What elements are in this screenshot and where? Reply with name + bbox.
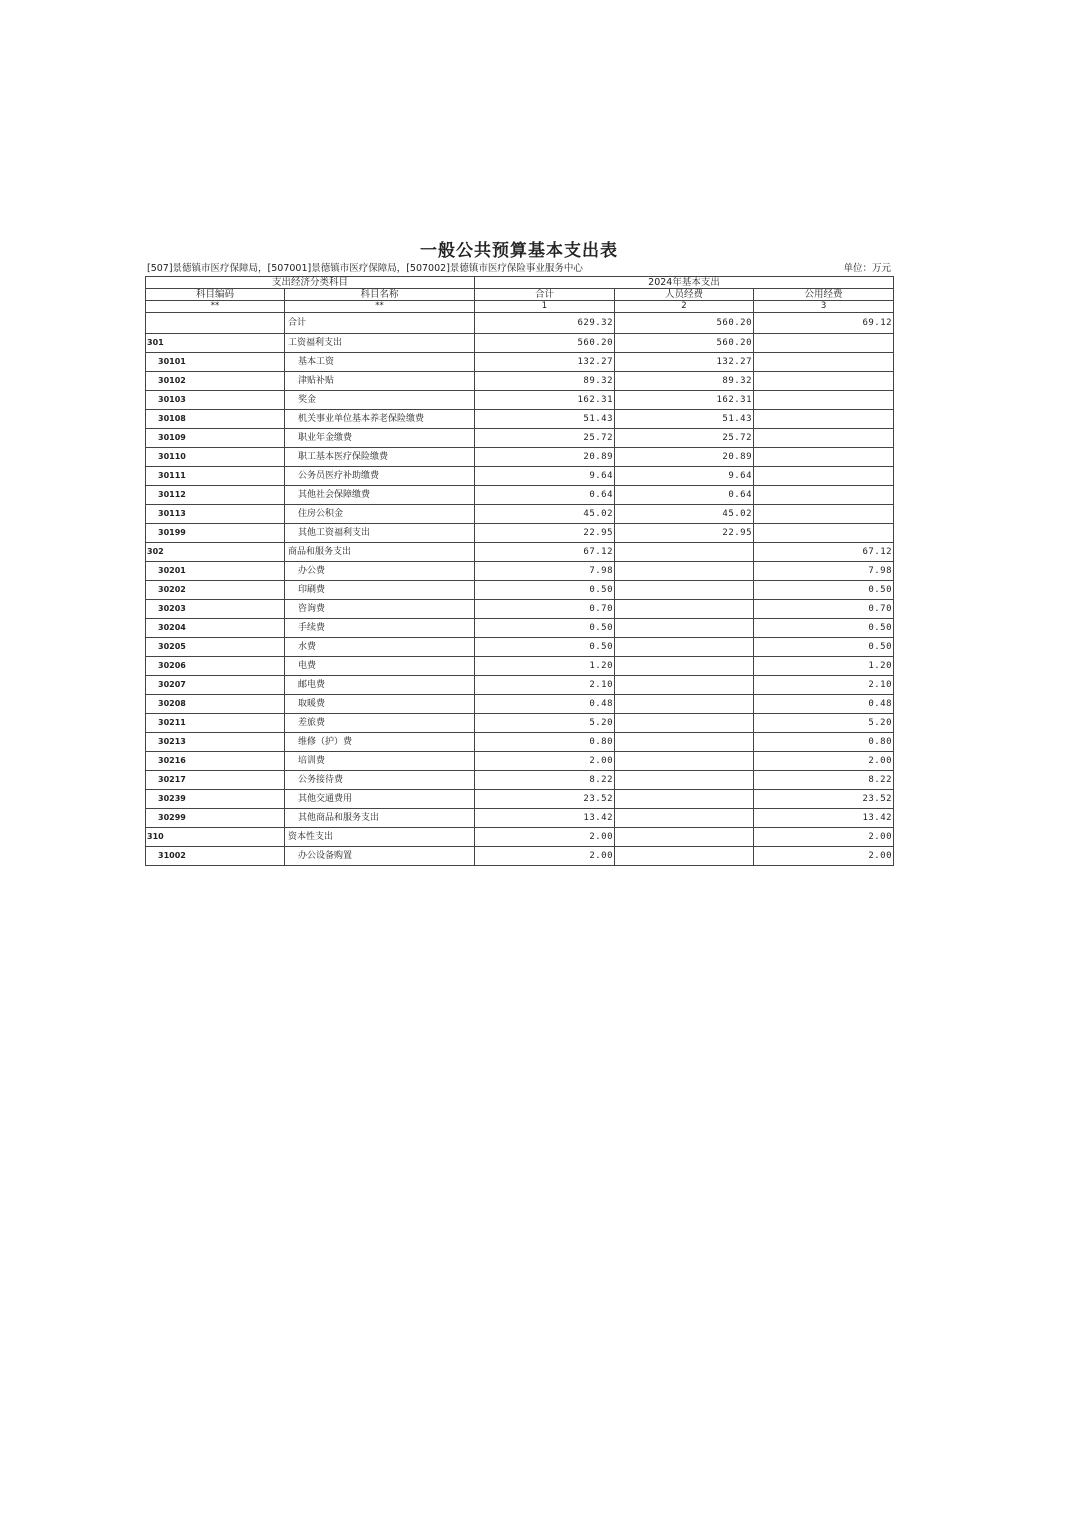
row-public: 0.50 <box>754 581 894 600</box>
table-row <box>146 467 894 486</box>
row-public: 23.52 <box>754 790 894 809</box>
row-code: 30239 <box>146 790 285 809</box>
row-personnel <box>615 581 754 600</box>
table-row <box>146 638 894 657</box>
row-code: 30113 <box>146 505 285 524</box>
total-sum: 629.32 <box>475 313 615 334</box>
row-code: 30101 <box>146 353 285 372</box>
row-name: 办公设备购置 <box>285 847 475 866</box>
row-total: 51.43 <box>475 410 615 429</box>
row-public: 0.48 <box>754 695 894 714</box>
row-code: 30108 <box>146 410 285 429</box>
table-row <box>146 429 894 448</box>
row-public: 0.50 <box>754 638 894 657</box>
row-code: 30216 <box>146 752 285 771</box>
row-public <box>754 334 894 353</box>
table-row <box>146 486 894 505</box>
row-code: 30202 <box>146 581 285 600</box>
table-row <box>146 448 894 467</box>
index-cell: 1 <box>475 301 615 313</box>
header-personnel: 人员经费 <box>615 289 754 301</box>
row-code: 310 <box>146 828 285 847</box>
table-row <box>146 771 894 790</box>
row-name: 水费 <box>285 638 475 657</box>
row-code: 30201 <box>146 562 285 581</box>
table-row <box>146 619 894 638</box>
row-personnel <box>615 714 754 733</box>
row-total: 2.00 <box>475 847 615 866</box>
row-code: 30112 <box>146 486 285 505</box>
table-body <box>146 313 894 866</box>
table-row <box>146 790 894 809</box>
index-cell: 2 <box>615 301 754 313</box>
row-name: 公务接待费 <box>285 771 475 790</box>
row-name: 咨询费 <box>285 600 475 619</box>
row-personnel: 51.43 <box>615 410 754 429</box>
header-group-row <box>146 277 894 289</box>
row-public: 0.70 <box>754 600 894 619</box>
index-row <box>146 301 894 313</box>
table-row <box>146 809 894 828</box>
row-public <box>754 467 894 486</box>
row-code: 30207 <box>146 676 285 695</box>
row-code: 30213 <box>146 733 285 752</box>
row-total: 2.00 <box>475 828 615 847</box>
row-public <box>754 391 894 410</box>
row-name: 公务员医疗补助缴费 <box>285 467 475 486</box>
total-code <box>146 313 285 334</box>
row-total: 25.72 <box>475 429 615 448</box>
row-public: 7.98 <box>754 562 894 581</box>
row-public <box>754 372 894 391</box>
row-total: 13.42 <box>475 809 615 828</box>
row-name: 基本工资 <box>285 353 475 372</box>
row-total: 560.20 <box>475 334 615 353</box>
row-code: 30199 <box>146 524 285 543</box>
row-public <box>754 524 894 543</box>
table-row <box>146 353 894 372</box>
budget-table <box>145 276 894 866</box>
row-public <box>754 429 894 448</box>
row-personnel <box>615 638 754 657</box>
row-public: 0.80 <box>754 733 894 752</box>
row-total: 20.89 <box>475 448 615 467</box>
table-row <box>146 562 894 581</box>
row-total: 162.31 <box>475 391 615 410</box>
row-name: 工资福利支出 <box>285 334 475 353</box>
row-total: 0.50 <box>475 638 615 657</box>
row-name: 差旅费 <box>285 714 475 733</box>
row-code: 30203 <box>146 600 285 619</box>
row-code: 30102 <box>146 372 285 391</box>
table-row <box>146 847 894 866</box>
header-group-right: 2024年基本支出 <box>475 277 894 289</box>
total-row <box>146 313 894 334</box>
row-total: 2.00 <box>475 752 615 771</box>
row-name: 职工基本医疗保险缴费 <box>285 448 475 467</box>
row-personnel: 20.89 <box>615 448 754 467</box>
row-personnel <box>615 847 754 866</box>
index-cell: ** <box>285 301 475 313</box>
table-row <box>146 714 894 733</box>
row-total: 0.80 <box>475 733 615 752</box>
total-name: 合计 <box>285 313 475 334</box>
row-total: 0.64 <box>475 486 615 505</box>
row-name: 印刷费 <box>285 581 475 600</box>
row-name: 津贴补贴 <box>285 372 475 391</box>
row-personnel <box>615 809 754 828</box>
row-personnel: 0.64 <box>615 486 754 505</box>
row-total: 7.98 <box>475 562 615 581</box>
row-personnel: 560.20 <box>615 334 754 353</box>
total-personnel: 560.20 <box>615 313 754 334</box>
table-row <box>146 733 894 752</box>
row-name: 奖金 <box>285 391 475 410</box>
row-public: 13.42 <box>754 809 894 828</box>
row-name: 商品和服务支出 <box>285 543 475 562</box>
row-public <box>754 353 894 372</box>
row-code: 30109 <box>146 429 285 448</box>
row-name: 办公费 <box>285 562 475 581</box>
row-total: 132.27 <box>475 353 615 372</box>
row-total: 89.32 <box>475 372 615 391</box>
row-public: 2.10 <box>754 676 894 695</box>
row-personnel <box>615 790 754 809</box>
row-total: 1.20 <box>475 657 615 676</box>
row-total: 9.64 <box>475 467 615 486</box>
row-public: 67.12 <box>754 543 894 562</box>
row-code: 30110 <box>146 448 285 467</box>
header-row <box>146 289 894 301</box>
row-name: 资本性支出 <box>285 828 475 847</box>
row-name: 职业年金缴费 <box>285 429 475 448</box>
row-code: 30111 <box>146 467 285 486</box>
row-personnel: 22.95 <box>615 524 754 543</box>
row-personnel <box>615 752 754 771</box>
page-title: 一般公共预算基本支出表 <box>420 241 618 261</box>
row-name: 其他交通费用 <box>285 790 475 809</box>
table-row <box>146 505 894 524</box>
table-row <box>146 372 894 391</box>
row-code: 31002 <box>146 847 285 866</box>
row-personnel <box>615 562 754 581</box>
row-personnel <box>615 600 754 619</box>
row-personnel <box>615 676 754 695</box>
row-name: 住房公积金 <box>285 505 475 524</box>
row-code: 30204 <box>146 619 285 638</box>
row-personnel <box>615 771 754 790</box>
row-code: 301 <box>146 334 285 353</box>
row-name: 机关事业单位基本养老保险缴费 <box>285 410 475 429</box>
table-row <box>146 391 894 410</box>
row-name: 电费 <box>285 657 475 676</box>
row-public: 1.20 <box>754 657 894 676</box>
table-row <box>146 334 894 353</box>
table-row <box>146 524 894 543</box>
row-public: 2.00 <box>754 752 894 771</box>
header-public: 公用经费 <box>754 289 894 301</box>
row-personnel <box>615 733 754 752</box>
meta-line <box>145 262 893 276</box>
table-row <box>146 543 894 562</box>
row-code: 30217 <box>146 771 285 790</box>
row-public <box>754 448 894 467</box>
row-personnel: 162.31 <box>615 391 754 410</box>
row-name: 其他社会保障缴费 <box>285 486 475 505</box>
row-total: 0.70 <box>475 600 615 619</box>
row-total: 23.52 <box>475 790 615 809</box>
row-name: 手续费 <box>285 619 475 638</box>
row-code: 302 <box>146 543 285 562</box>
document <box>145 240 893 866</box>
row-public <box>754 410 894 429</box>
row-personnel <box>615 695 754 714</box>
row-personnel: 9.64 <box>615 467 754 486</box>
table-row <box>146 676 894 695</box>
row-name: 培训费 <box>285 752 475 771</box>
row-public <box>754 505 894 524</box>
row-public: 2.00 <box>754 828 894 847</box>
table-row <box>146 828 894 847</box>
row-code: 30103 <box>146 391 285 410</box>
row-total: 0.48 <box>475 695 615 714</box>
row-public: 5.20 <box>754 714 894 733</box>
row-public: 2.00 <box>754 847 894 866</box>
index-cell: 3 <box>754 301 894 313</box>
unit-label: 单位：万元 <box>843 263 891 274</box>
row-personnel: 25.72 <box>615 429 754 448</box>
org-label: [507]景德镇市医疗保障局，[507001]景德镇市医疗保障局，[507002]景德镇市医疗保险事业服务中心 <box>147 263 583 274</box>
row-total: 0.50 <box>475 619 615 638</box>
row-name: 取暖费 <box>285 695 475 714</box>
row-personnel <box>615 828 754 847</box>
row-public: 8.22 <box>754 771 894 790</box>
row-name: 维修（护）费 <box>285 733 475 752</box>
row-code: 30206 <box>146 657 285 676</box>
row-total: 0.50 <box>475 581 615 600</box>
total-public: 69.12 <box>754 313 894 334</box>
row-total: 67.12 <box>475 543 615 562</box>
table-row <box>146 752 894 771</box>
row-personnel: 45.02 <box>615 505 754 524</box>
header-name: 科目名称 <box>285 289 475 301</box>
table-row <box>146 657 894 676</box>
row-code: 30211 <box>146 714 285 733</box>
row-name: 其他工资福利支出 <box>285 524 475 543</box>
table-row <box>146 581 894 600</box>
header-group-left: 支出经济分类科目 <box>146 277 475 289</box>
row-total: 22.95 <box>475 524 615 543</box>
row-personnel: 132.27 <box>615 353 754 372</box>
row-name: 邮电费 <box>285 676 475 695</box>
row-total: 8.22 <box>475 771 615 790</box>
row-personnel <box>615 543 754 562</box>
row-public: 0.50 <box>754 619 894 638</box>
row-code: 30205 <box>146 638 285 657</box>
row-total: 5.20 <box>475 714 615 733</box>
row-public <box>754 486 894 505</box>
row-personnel: 89.32 <box>615 372 754 391</box>
header-code: 科目编码 <box>146 289 285 301</box>
table-row <box>146 600 894 619</box>
index-cell: ** <box>146 301 285 313</box>
row-total: 45.02 <box>475 505 615 524</box>
row-personnel <box>615 657 754 676</box>
table-row <box>146 695 894 714</box>
row-code: 30299 <box>146 809 285 828</box>
row-name: 其他商品和服务支出 <box>285 809 475 828</box>
table-row <box>146 410 894 429</box>
header-total: 合计 <box>475 289 615 301</box>
row-total: 2.10 <box>475 676 615 695</box>
row-code: 30208 <box>146 695 285 714</box>
row-personnel <box>615 619 754 638</box>
